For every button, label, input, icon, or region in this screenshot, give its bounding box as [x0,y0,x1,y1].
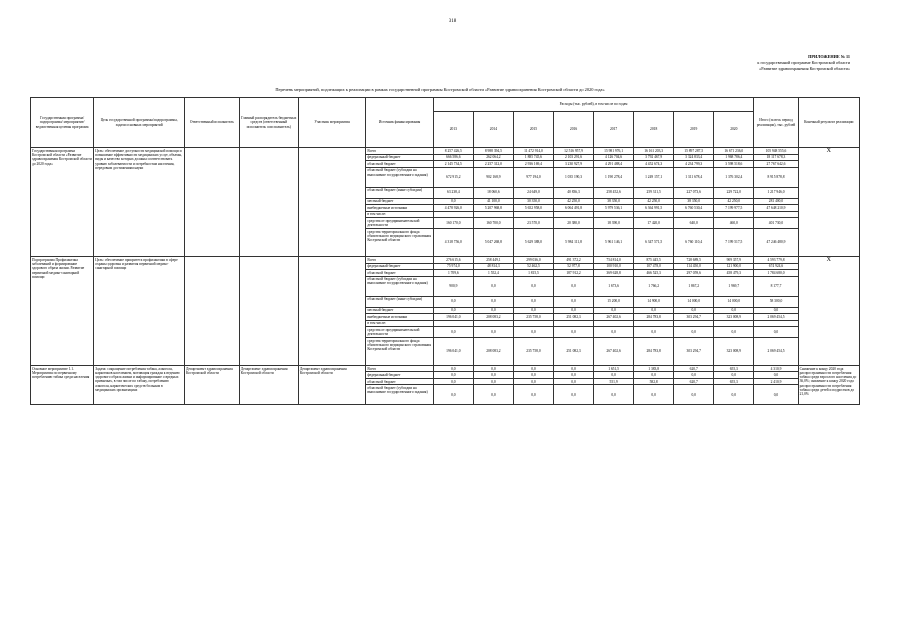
row-source: областной бюджет (иные субсидии) [366,296,433,307]
annex-title: ПРИЛОЖЕНИЕ № 11 [808,54,850,59]
row-value: 15 897 287,5 [674,148,714,154]
row-source: местный бюджет [366,307,433,313]
row-value: 0,0 [473,327,513,338]
row-goal: Цель: обеспечение доступности медицинской помощи и повышение эффективности медицинских услуг, объемы, виды и качество которых должны соответствовать уровню заболеваемости и потребностям населения, передовым достижениям науки [94,148,185,257]
row-total: 401 730,0 [754,218,798,229]
row-value: 251 082,3 [553,314,593,320]
row-value: 0,0 [553,366,593,372]
row-source: областной бюджет (субсидии на выполнение государственного задания) [366,167,433,187]
row-value: 235 758,0 [513,338,553,366]
row-result: X [798,257,859,366]
row-value: 551,9 [594,378,634,384]
row-value: 0,0 [473,296,513,307]
row-value: 14 000,0 [714,296,754,307]
row-value: 4 126 704,6 [594,154,634,160]
row-value: 4 318 756,0 [433,229,473,257]
row-source: областной бюджет (субсидии на выполнение государственного задания) [366,276,433,296]
row-grbs [239,257,298,366]
measures-table [30,97,860,405]
row-value: 0,0 [473,307,513,313]
header-status: Государственная программа/подпрограмма/ мероприятие/ ведомственная целевая программа [31,98,94,148]
row-value: 18 390,0 [594,218,634,229]
row-value: 14 000,0 [674,296,714,307]
row-value: 977 194,0 [513,167,553,187]
header-year: 2020 [714,111,754,147]
row-value: 620,7 [674,366,714,372]
row-grbs: Департамент здравоохранения Костромской области [239,366,298,405]
row-value: 0,0 [674,372,714,378]
row-source: внебюджетные источники [366,314,433,320]
row-value: 1 766,2 [634,276,674,296]
row-value: 5 629 388,0 [513,229,553,257]
row-source: федеральный бюджет [366,154,433,160]
row-value: 2 257 312,0 [473,161,513,167]
row-value: 1 311 678,4 [674,167,714,187]
row-value: 6 364 991,5 [634,205,674,211]
row-value: 1 867,2 [674,276,714,296]
row-value: 1 673,6 [594,276,634,296]
row-value: 902 168,9 [473,167,513,187]
row-source: областной бюджет (иные субсидии) [366,187,433,198]
row-value: 30 350,0 [513,198,553,204]
row-value: 38 350,0 [674,198,714,204]
row-value: 3 230 927,9 [553,161,593,167]
row-value: 229 722,0 [714,187,754,198]
row-source: областной бюджет [366,161,433,167]
row-value: 0,0 [473,276,513,296]
row-value: 0,0 [714,372,754,378]
row-value: 15 981 976,1 [594,148,634,154]
header-year: 2013 [433,111,473,147]
row-value: 5 961 146,1 [594,229,634,257]
row-value: 11 472 914,0 [513,148,553,154]
row-value: 258 449,1 [473,257,513,263]
row-value: 0,0 [553,276,593,296]
row-value: 227 073,6 [674,187,714,198]
row-value: 1 969,7 [714,276,754,296]
header-year: 2015 [513,111,553,147]
row-value: 0,0 [473,385,513,405]
row-value: 1 035 190,3 [553,167,593,187]
row-value: 1 190 278,4 [594,167,634,187]
row-value: 18 060,6 [473,187,513,198]
row-value: 4 291 488,4 [594,161,634,167]
row-value: 754 814,0 [594,257,634,263]
row-source: федеральный бюджет [366,372,433,378]
row-value: 262 064,2 [473,154,513,160]
row-total: 2 410,9 [754,378,798,384]
row-value: 75 974,0 [433,263,473,269]
row-value: 196 041,0 [433,314,473,320]
row-participant [298,148,365,257]
row-value: 491 372,2 [553,257,593,263]
row-value: 7 199 517,5 [714,229,754,257]
row-value: 16 671 236,0 [714,148,754,154]
row-value: 303 294,7 [674,338,714,366]
row-value: 1 383,8 [634,366,674,372]
row-value: 1 376 302,4 [714,167,754,187]
row-value: 4 452 674,3 [634,161,674,167]
header-year: 2017 [594,111,634,147]
row-result: X [798,148,859,257]
annex-line-2: «Развитие здравоохранения Костромской области» [759,66,850,71]
row-total: 27 767 642,6 [754,161,798,167]
row-value: 1 709,6 [433,270,473,276]
row-value: 2 103 291,6 [553,154,593,160]
row-total: 47 648 210,9 [754,205,798,211]
row-value: 12 516 957,9 [553,148,593,154]
row-value: 160 700,0 [473,218,513,229]
row-value: 0,0 [473,378,513,384]
row-value: 208 083,2 [473,314,513,320]
row-value: 909 357,9 [714,257,754,263]
row-value: 41 100,0 [473,198,513,204]
row-value: 672 915,2 [433,167,473,187]
row-value: 5 652 958,0 [513,205,553,211]
header-grbs: Главный распорядитель бюджетных средств (ответственный исполнитель соисполнитель) [239,98,298,148]
header-goal: Цель государственной программы/подпрограммы, задачи основных мероприятий [94,98,185,148]
row-value: 4 234 799,3 [674,161,714,167]
row-value: 42 250,0 [553,198,593,204]
row-value: 297 059,6 [674,270,714,276]
row-value: 728 689,5 [674,257,714,263]
row-value: 620,7 [674,378,714,384]
row-value: 0,0 [634,372,674,378]
row-source: Всего [366,148,433,154]
row-value: 258 452,6 [594,187,634,198]
row-value: 3 792 467,9 [634,154,674,160]
header-year: 2019 [674,111,714,147]
row-value: 63 238,4 [433,187,473,198]
header-source: Источник финансирования [366,98,433,148]
row-value: 0,0 [473,366,513,372]
row-value: 5 047 268,8 [473,229,513,257]
row-value: 7 199 977,5 [714,205,754,211]
row-value: 0,0 [513,276,553,296]
header-costs: Расходы (тыс. рублей), в том числе по годам [433,98,754,112]
row-value: 640,0 [674,218,714,229]
row-status: Подпрограмма Профилактика заболеваний и формирование здорового образа жизни. Развитие первичной медико-санитарной помощи [31,257,94,366]
row-value: 466 525,3 [634,270,674,276]
row-value: 20 380,0 [553,218,593,229]
row-value: 299 036,0 [513,257,553,263]
row-total: 0,0 [754,327,798,338]
row-value: 0,0 [553,307,593,313]
row-value: 875 445,5 [634,257,674,263]
row-value: 0,0 [553,385,593,405]
row-value: 6 760 110,4 [674,229,714,257]
row-value: 0,0 [513,372,553,378]
annex-line-1: к государственной программе Костромской области [757,60,850,65]
header-year: 2016 [553,111,593,147]
row-executor: Департамент здравоохранения Костромской области [184,366,239,405]
row-executor [184,257,239,366]
annex-block [757,54,850,72]
row-value: 24 649,0 [513,187,553,198]
row-value: 196 041,0 [433,338,473,366]
row-value: 0,0 [634,327,674,338]
row-total: 4 593 779,8 [754,257,798,263]
row-status: Государственная программа Костромской области «Развитие здравоохранения Костромской области до 2020 года» [31,148,94,257]
row-value: 1 885 745,6 [513,154,553,160]
row-value: 15 200,0 [594,296,634,307]
row-value: 582,8 [634,378,674,384]
header-participant: Участник мероприятия [298,98,365,148]
row-value: 0,0 [714,327,754,338]
row-total: 0,0 [754,307,798,313]
row-value: 0,0 [674,307,714,313]
row-total: 0,0 [754,385,798,405]
row-value: 323 008,9 [714,314,754,320]
row-value: 276 615,6 [433,257,473,263]
header-executor: Ответственный исполнитель [184,98,239,148]
row-value: 1 249 157,1 [634,167,674,187]
row-value: 8 988 394,5 [473,148,513,154]
row-value: 160 170,0 [433,218,473,229]
row-value: 100 910,0 [594,263,634,269]
header-year: 2014 [473,111,513,147]
row-value: 0,0 [513,327,553,338]
row-value: 42 250,0 [714,198,754,204]
row-value: 121 900,0 [714,263,754,269]
row-value: 5 984 111,8 [553,229,593,257]
row-value: 3 324 833,4 [674,154,714,160]
row-participant [298,257,365,366]
row-source: местный бюджет [366,198,433,204]
row-value: 0,0 [513,366,553,372]
row-value: 0,0 [714,307,754,313]
row-total: 1 217 946,0 [754,187,798,198]
row-participant: Департамент здравоохранения Костромской области [298,366,365,405]
row-result: Снижение к концу 2020 года распространенности потребления табака среди взрослого населения до 36,0%; снижение к концу 2020 года распространенности потребления табака среди детей и подростков до 21,0% [798,366,859,405]
row-value: 460,0 [714,218,754,229]
row-source: областной бюджет [366,270,433,276]
row-value: 284 783,8 [634,314,674,320]
row-value: 40 836,3 [553,187,593,198]
header-year: 2018 [634,111,674,147]
row-total: 8 177,7 [754,276,798,296]
row-value: 0,0 [513,378,553,384]
row-total: 281 400,0 [754,198,798,204]
row-value: 6 064 491,8 [553,205,593,211]
row-value: 17 420,0 [634,218,674,229]
row-value: 0,0 [433,307,473,313]
row-value: 0,0 [433,366,473,372]
row-value: 0,0 [634,385,674,405]
row-value: 1 815,5 [513,270,553,276]
row-value: 303 294,7 [674,314,714,320]
row-value: 114 450,0 [674,263,714,269]
row-grbs [239,148,298,257]
row-source: областной бюджет (субсидии на выполнение государственного задания) [366,385,433,405]
row-value: 0,0 [594,372,634,378]
row-source: внебюджетные источники [366,205,433,211]
row-value: 0,0 [433,385,473,405]
row-total: 2 069 454,5 [754,338,798,366]
row-source: средства территориального фонда обязательного медицинского страхования Костромской области [366,338,433,366]
row-total: 4 310,9 [754,366,798,372]
row-value: 6 760 530,4 [674,205,714,211]
row-value: 0,0 [714,385,754,405]
row-value: 107 478,0 [634,263,674,269]
row-value: 235 758,0 [513,314,553,320]
row-total: 0,0 [754,372,798,378]
row-status: Основное мероприятие 1.1. Мероприятия по первичному потреблению табака среди населения [31,366,94,405]
row-value: 655,3 [714,378,754,384]
row-source: в том числе: [366,320,433,326]
row-value: 0,0 [553,372,593,378]
row-value: 52 977,8 [553,263,593,269]
row-total: 2 069 454,5 [754,314,798,320]
row-value: 0,0 [634,307,674,313]
row-value: 42 250,0 [634,198,674,204]
row-total: 8 915 878,8 [754,167,798,187]
row-value: 369 628,8 [594,270,634,276]
row-total: 674 924,6 [754,263,798,269]
row-value: 1 651,5 [594,366,634,372]
row-value: 0,0 [674,327,714,338]
row-value: 0,0 [433,296,473,307]
row-value: 187 912,2 [553,270,593,276]
row-source: средства от предпринимательской деятельности [366,327,433,338]
row-value: 208 083,2 [473,338,513,366]
row-value: 0,0 [473,372,513,378]
row-source: средства территориального фонда обязательного медицинского страхования Костромской области [366,229,433,257]
row-value: 5 979 536,1 [594,205,634,211]
row-value: 0,0 [674,385,714,405]
row-value: 16 161 203,3 [634,148,674,154]
row-value: 48 814,3 [473,263,513,269]
row-goal: Цель: обеспечение приоритета профилактики в сфере охраны здоровья и развития первичной медико-санитарной помощи [94,257,185,366]
row-source: средства от предпринимательской деятельности [366,218,433,229]
row-value: 267 402,6 [594,338,634,366]
row-value: 0,0 [513,385,553,405]
row-value: 0,0 [553,296,593,307]
row-value: 0,0 [594,385,634,405]
row-total: 1 784 680,0 [754,270,798,276]
row-source: Всего [366,366,433,372]
row-value: 1 552,4 [473,270,513,276]
row-value: 0,0 [433,198,473,204]
row-value: 0,0 [594,307,634,313]
row-value: 666 586,6 [433,154,473,160]
row-value: 655,3 [714,366,754,372]
header-result: Конечный результат реализации [798,98,859,148]
row-source: областной бюджет [366,378,433,384]
row-value: 1 968 786,4 [714,154,754,160]
row-value: 0,0 [594,327,634,338]
row-value: 4 478 926,0 [433,205,473,211]
row-value: 2 145 734,5 [433,161,473,167]
row-value: 259 311,5 [634,187,674,198]
row-value: 284 783,8 [634,338,674,366]
row-value: 23 570,0 [513,218,553,229]
row-value: 38 350,0 [594,198,634,204]
row-value: 3 598 518,6 [714,161,754,167]
row-value: 458 479,3 [714,270,754,276]
row-value: 0,0 [433,327,473,338]
row-value: 0,0 [433,378,473,384]
row-value: 0,0 [513,307,553,313]
row-value: 6 347 571,5 [634,229,674,257]
row-value: 0,0 [513,296,553,307]
row-value: 2 936 169,4 [513,161,553,167]
header-total: Итого (за весь период реализации), тыс. рублей [754,98,798,148]
row-value: 0,0 [553,378,593,384]
row-source: федеральный бюджет [366,263,433,269]
row-total: 18 117 678,3 [754,154,798,160]
table-caption: Перечень мероприятий, подлежащих к реализации в рамках государственной программы Костромской области «Развитие здравоохранения Костромской области до 2020 года» [275,87,605,92]
row-source: Всего [366,257,433,263]
row-value: 52 462,5 [513,263,553,269]
row-source: в том числе: [366,211,433,217]
row-goal: Задача: сокращение потребления табака, алкоголя, наркотиков населением, мотивация граждан к ведению здорового образа жизни и информирование о вредных привычках, в том числе по табаку, потреблению алкоголя, наркотических средств больным в медицинских организациях [94,366,185,405]
row-value: 0,0 [553,327,593,338]
row-total: 105 948 555,6 [754,148,798,154]
row-total: 58 300,0 [754,296,798,307]
row-value: 8 257 426,5 [433,148,473,154]
page-number: 318 [448,19,457,24]
row-total: 47 246 480,9 [754,229,798,257]
row-value: 251 082,3 [553,338,593,366]
row-value: 323 008,9 [714,338,754,366]
row-value: 900,9 [433,276,473,296]
row-value: 5 207 968,8 [473,205,513,211]
row-value: 0,0 [433,372,473,378]
row-value: 14 900,0 [634,296,674,307]
row-executor [184,148,239,257]
row-value: 267 402,6 [594,314,634,320]
